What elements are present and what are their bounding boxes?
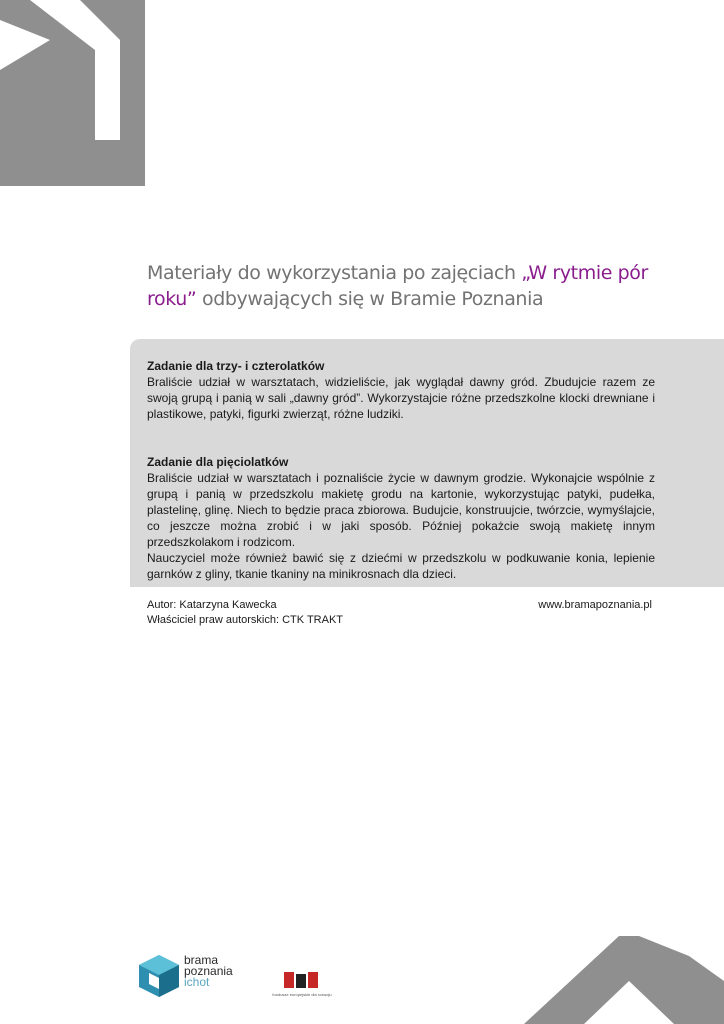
partner-caption: fundusze europejskie dla rozwoju bbox=[272, 992, 332, 997]
author-info bbox=[147, 598, 343, 628]
task-body: Braliście udział w warsztatach, widzieliście, jak wyglądał dawny gród. Zbudujcie razem ze swoją grupą i panią w sali „dawny gród”. Wykorzystajcie różne przedszkolne klocki drewniane i plastikowe, patyki, figurki zwierząt, różne ludziki. bbox=[147, 375, 655, 421]
task-section bbox=[147, 358, 655, 422]
title-accent: „W rytmie pór roku” bbox=[147, 262, 648, 310]
task-heading: Zadanie dla trzy- i czterolatków bbox=[147, 359, 325, 373]
logo-line-3: ichot bbox=[184, 975, 210, 989]
logo-line-2: poznania bbox=[184, 964, 233, 978]
decorative-corner-bottom bbox=[524, 936, 724, 1024]
brama-logo bbox=[137, 953, 247, 1001]
title-part-1: Materiały do wykorzystania po zajęciach bbox=[147, 262, 522, 284]
page-title bbox=[147, 260, 667, 312]
brama-cube-logo-icon bbox=[137, 953, 181, 997]
partner-logo-icon bbox=[272, 968, 332, 992]
website-link[interactable]: www.bramapoznania.pl bbox=[538, 599, 652, 611]
task-body-extra: Nauczyciel może również bawić się z dziećmi w przedszkolu w podkuwanie konia, lepienie garnków z gliny, tkanie tkaniny na minikrosnach dla dzieci. bbox=[147, 551, 655, 581]
author-line: Autor: Katarzyna Kawecka bbox=[147, 599, 277, 611]
partner-logo bbox=[272, 968, 332, 1002]
copyright-line: Właściciel praw autorskich: CTK TRAKT bbox=[147, 614, 344, 626]
task-body: Braliście udział w warsztatach i poznaliście życie w dawnym grodzie. Wykonajcie wspólnie z grupą i panią w przedszkolu makietę grodu na kartonie, wykorzystując patyki, pudełka, plastelinę, glinę. Niech to będzie praca zbiorowa. Budujcie, konstruujcie, twórzcie, wymyślajcie, co jeszcze można zrobić i w jaki sposób. Później pokażcie swoją makietę innym przedszkolakom i rodzicom. bbox=[147, 471, 655, 549]
logo-wordmark bbox=[184, 955, 233, 988]
task-section bbox=[147, 454, 655, 582]
logo-line-1: brama bbox=[184, 953, 219, 967]
task-heading: Zadanie dla pięciolatków bbox=[147, 455, 289, 469]
decorative-corner-top bbox=[0, 0, 145, 186]
title-part-2: odbywających się w Bramie Poznania bbox=[196, 288, 544, 310]
